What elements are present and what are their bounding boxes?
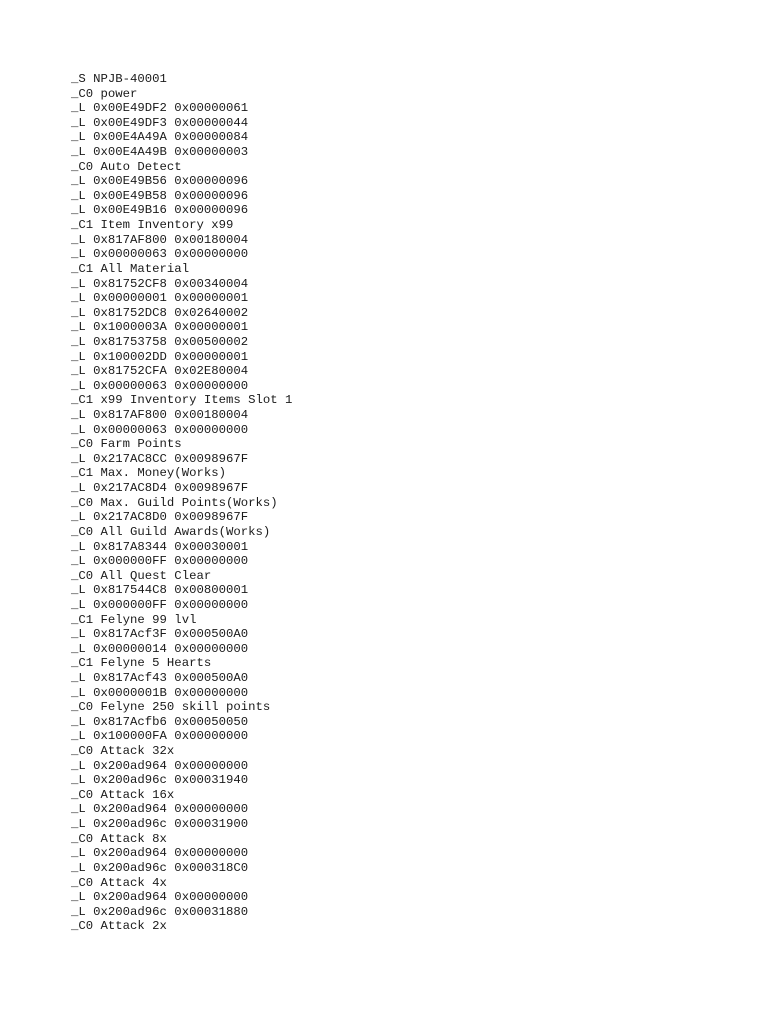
- code-line: _L 0x817544C8 0x00800001: [71, 583, 249, 598]
- code-line: _L 0x000000FF 0x00000000: [71, 554, 249, 569]
- code-line: _L 0x00000063 0x00000000: [71, 422, 249, 437]
- code-line: _C0 Farm Points: [71, 437, 182, 452]
- code-line: _L 0x200ad96c 0x000318C0: [71, 860, 249, 875]
- code-line: _L 0x81753758 0x00500002: [71, 334, 249, 349]
- code-line: _L 0x00000063 0x00000000: [71, 247, 249, 262]
- code-line: _L 0x817A8344 0x00030001: [71, 539, 249, 554]
- code-line: _L 0x817Acfb6 0x00050050: [71, 714, 249, 729]
- code-line: _L 0x81752CFA 0x02E80004: [71, 364, 249, 379]
- code-line: _L 0x81752CF8 0x00340004: [71, 276, 249, 291]
- code-line: _C1 Max. Money(Works): [71, 466, 226, 481]
- code-line: _L 0x00E4A49A 0x00000084: [71, 130, 249, 145]
- code-line: _L 0x00E49DF3 0x00000044: [71, 115, 249, 130]
- code-line: _L 0x817Acf43 0x000500A0: [71, 670, 249, 685]
- code-line: _L 0x200ad964 0x00000000: [71, 890, 249, 905]
- code-listing: [71, 72, 292, 934]
- code-line: _L 0x217AC8D4 0x0098967F: [71, 481, 249, 496]
- code-line: _L 0x817AF800 0x00180004: [71, 408, 249, 423]
- code-line: _C0 Max. Guild Points(Works): [71, 495, 278, 510]
- code-line: _L 0x200ad96c 0x00031880: [71, 904, 249, 919]
- code-line: _L 0x81752DC8 0x02640002: [71, 305, 249, 320]
- code-line: _C0 Felyne 250 skill points: [71, 700, 271, 715]
- code-line: _C1 x99 Inventory Items Slot 1: [71, 393, 293, 408]
- code-line: _C0 All Guild Awards(Works): [71, 524, 271, 539]
- code-line: _C1 Item Inventory x99: [71, 218, 234, 233]
- code-line: _L 0x00E49B58 0x00000096: [71, 188, 249, 203]
- code-line: _S NPJB-40001: [71, 72, 167, 86]
- code-line: _C1 Felyne 99 lvl: [71, 612, 197, 627]
- code-line: _L 0x00E49B56 0x00000096: [71, 174, 249, 189]
- code-line: _L 0x200ad964 0x00000000: [71, 846, 249, 861]
- code-line: _L 0x0000001B 0x00000000: [71, 685, 249, 700]
- code-line: _L 0x100000FA 0x00000000: [71, 729, 249, 744]
- code-line: _L 0x817Acf3F 0x000500A0: [71, 627, 249, 642]
- code-line: _C0 Attack 8x: [71, 831, 167, 846]
- code-line: _C1 Felyne 5 Hearts: [71, 656, 212, 671]
- code-line: _L 0x200ad964 0x00000000: [71, 802, 249, 817]
- code-line: _C0 Attack 2x: [71, 919, 167, 934]
- code-line: _C0 Auto Detect: [71, 159, 182, 174]
- code-line: _L 0x200ad96c 0x00031940: [71, 773, 249, 788]
- code-line: _L 0x00000001 0x00000001: [71, 291, 249, 306]
- code-line: _L 0x1000003A 0x00000001: [71, 320, 249, 335]
- code-line: _L 0x00E49B16 0x00000096: [71, 203, 249, 218]
- code-line: _L 0x00E49DF2 0x00000061: [71, 101, 249, 116]
- code-line: _L 0x000000FF 0x00000000: [71, 597, 249, 612]
- code-line: _L 0x217AC8D0 0x0098967F: [71, 510, 249, 525]
- code-line: _L 0x00000014 0x00000000: [71, 641, 249, 656]
- code-line: _C0 Attack 32x: [71, 744, 175, 759]
- code-line: _C0 Attack 16x: [71, 787, 175, 802]
- code-line: _L 0x100002DD 0x00000001: [71, 349, 249, 364]
- code-line: _L 0x200ad964 0x00000000: [71, 758, 249, 773]
- code-line: _L 0x200ad96c 0x00031900: [71, 817, 249, 832]
- code-line: _L 0x00000063 0x00000000: [71, 378, 249, 393]
- code-line: _L 0x217AC8CC 0x0098967F: [71, 451, 249, 466]
- code-line: _C0 power: [71, 86, 138, 101]
- code-line: _C0 Attack 4x: [71, 875, 167, 890]
- code-line: _C1 All Material: [71, 261, 190, 276]
- code-line: _L 0x817AF800 0x00180004: [71, 232, 249, 247]
- code-line: _C0 All Quest Clear: [71, 568, 212, 583]
- code-line: _L 0x00E4A49B 0x00000003: [71, 145, 249, 160]
